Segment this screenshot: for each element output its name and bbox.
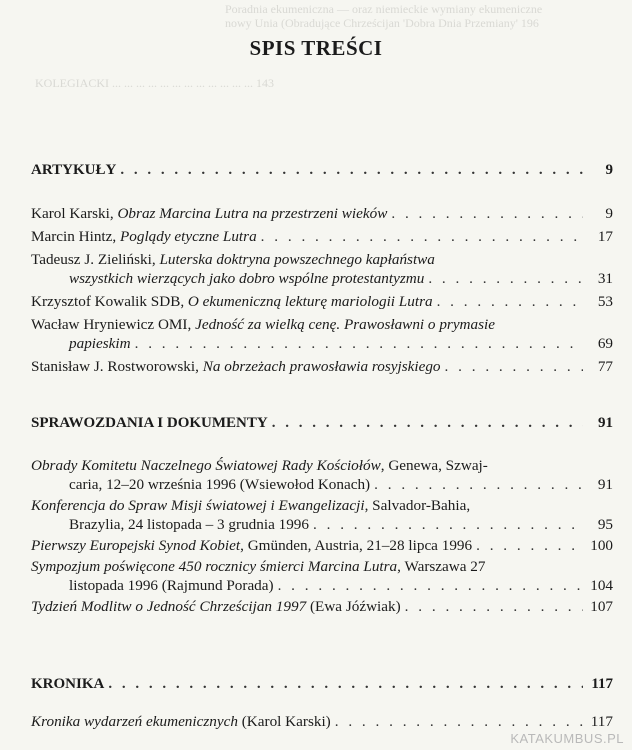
toc-entry: [31, 292, 613, 311]
page-number: 91: [598, 415, 613, 431]
entry-title-continued: wszystkich wierzących jako dobro wspólne protestantyzmu: [69, 270, 425, 287]
page-number: 77: [597, 358, 613, 375]
toc-entry: [31, 557, 613, 595]
page-number: 117: [590, 713, 613, 730]
entry-details: , Gmünden, Austria, 21–28 lipca 1996: [240, 537, 473, 554]
page-number: 104: [590, 577, 613, 594]
entry-author: Stanisław J. Rostworowski,: [31, 358, 199, 375]
entry-author: Marcin Hintz,: [31, 228, 117, 245]
leader-dots: [120, 162, 583, 179]
leader-dots: [405, 597, 583, 616]
entry-author: Wacław Hryniewicz OMI,: [31, 316, 192, 333]
toc-entries-kronika: [31, 712, 613, 731]
page-number: 9: [605, 162, 613, 178]
page-number: 100: [590, 537, 613, 554]
bleed-through-line: KOLEGIACKI ... ... ... ... ... ... ... ... ... ... ... ... 143: [35, 76, 274, 90]
entry-title: Tydzień Modlitw o Jedność Chrześcijan 1997: [31, 598, 307, 615]
entry-details: , Salvador-Bahia,: [364, 497, 471, 514]
toc-entries-sprawozdania: [31, 456, 613, 616]
toc-entry: [31, 315, 613, 353]
entry-details: (Ewa Jóźwiak): [306, 598, 401, 615]
leader-dots: [374, 475, 583, 494]
leader-dots: [135, 334, 583, 353]
section-heading-row: [31, 676, 613, 693]
entry-title: Pierwszy Europejski Synod Kobiet: [31, 537, 241, 554]
page-number: 95: [597, 516, 613, 533]
toc-entry: [31, 496, 613, 534]
page-title: SPIS TREŚCI: [249, 36, 383, 60]
entry-title: Na obrzeżach prawosławia rosyjskiego: [202, 358, 441, 375]
leader-dots: [272, 415, 583, 432]
entry-title: Poglądy etyczne Lutra: [120, 228, 257, 245]
toc-entry: [31, 204, 613, 223]
leader-dots: [278, 576, 583, 595]
entry-title: O ekumeniczną lekturę mariologii Lutra: [187, 293, 433, 310]
page-number: 53: [597, 293, 613, 310]
toc-entry: [31, 536, 613, 555]
toc-entry: [31, 712, 613, 731]
entry-title: Sympozjum poświęcone 450 rocznicy śmierci Marcina Lutra: [31, 558, 398, 575]
entry-author: Krzysztof Kowalik SDB,: [31, 293, 185, 310]
entry-title: Luterska doktryna powszechnego kapłaństwa: [159, 251, 435, 268]
section-heading: ARTYKUŁY: [31, 162, 117, 178]
toc-entry: [31, 250, 613, 288]
page-number: 31: [597, 270, 613, 287]
leader-dots: [476, 536, 583, 555]
entry-title: Obrady Komitetu Naczelnego Światowej Rady Kościołów: [31, 457, 381, 474]
leader-dots: [391, 204, 583, 223]
toc-entry: [31, 456, 613, 494]
page-number: 107: [590, 598, 613, 615]
section-artykuly: [31, 162, 613, 179]
entry-title-continued: papieskim: [69, 335, 131, 352]
leader-dots: [108, 676, 583, 693]
toc-entries-artykuly: [31, 204, 613, 376]
watermark: KATAKUMBUS.PL: [510, 731, 624, 746]
leader-dots: [313, 515, 583, 534]
toc-entry: [31, 597, 613, 616]
entry-author: Tadeusz J. Zieliński,: [31, 251, 156, 268]
entry-details-continued: Brazylia, 24 listopada – 3 grudnia 1996: [69, 516, 309, 533]
page-number: 91: [597, 476, 613, 493]
section-heading-row: [31, 162, 613, 179]
entry-details-continued: caria, 12–20 września 1996 (Wsiewołod Konach): [69, 476, 371, 493]
entry-title: Jedność za wielką cenę. Prawosławni o prymasie: [195, 316, 495, 333]
bleed-through-line: Poradnia ekumeniczna — oraz niemieckie wymiany ekumeniczne: [225, 2, 543, 16]
leader-dots: [428, 269, 583, 288]
leader-dots: [261, 227, 583, 246]
section-heading: KRONIKA: [31, 676, 105, 692]
entry-title: Konferencja do Spraw Misji światowej i Ewangelizacji: [31, 497, 365, 514]
entry-author: Karol Karski,: [31, 205, 114, 222]
bleed-through-line: nowy Unia (Obradujące Chrześcijan 'Dobra Dnia Przemiany' 196: [225, 16, 539, 30]
section-heading-row: [31, 415, 613, 432]
page-number: 117: [591, 676, 613, 692]
entry-details: , Genewa, Szwaj-: [380, 457, 488, 474]
toc-entry: [31, 227, 613, 246]
section-sprawozdania: [31, 415, 613, 432]
page-number: 9: [605, 205, 613, 222]
entry-details: , Warszawa 27: [397, 558, 486, 575]
entry-details-continued: listopada 1996 (Rajmund Porada): [69, 577, 274, 594]
section-kronika: [31, 676, 613, 693]
entry-details: (Karol Karski): [237, 713, 331, 730]
page-number: 17: [597, 228, 613, 245]
section-heading: SPRAWOZDANIA I DOKUMENTY: [31, 415, 268, 431]
toc-entry: [31, 357, 613, 376]
entry-title: Obraz Marcina Lutra na przestrzeni wieków: [117, 205, 388, 222]
leader-dots: [437, 292, 583, 311]
page-number: 69: [597, 335, 613, 352]
entry-title: Kronika wydarzeń ekumenicznych: [31, 713, 238, 730]
leader-dots: [335, 712, 583, 731]
leader-dots: [445, 357, 583, 376]
